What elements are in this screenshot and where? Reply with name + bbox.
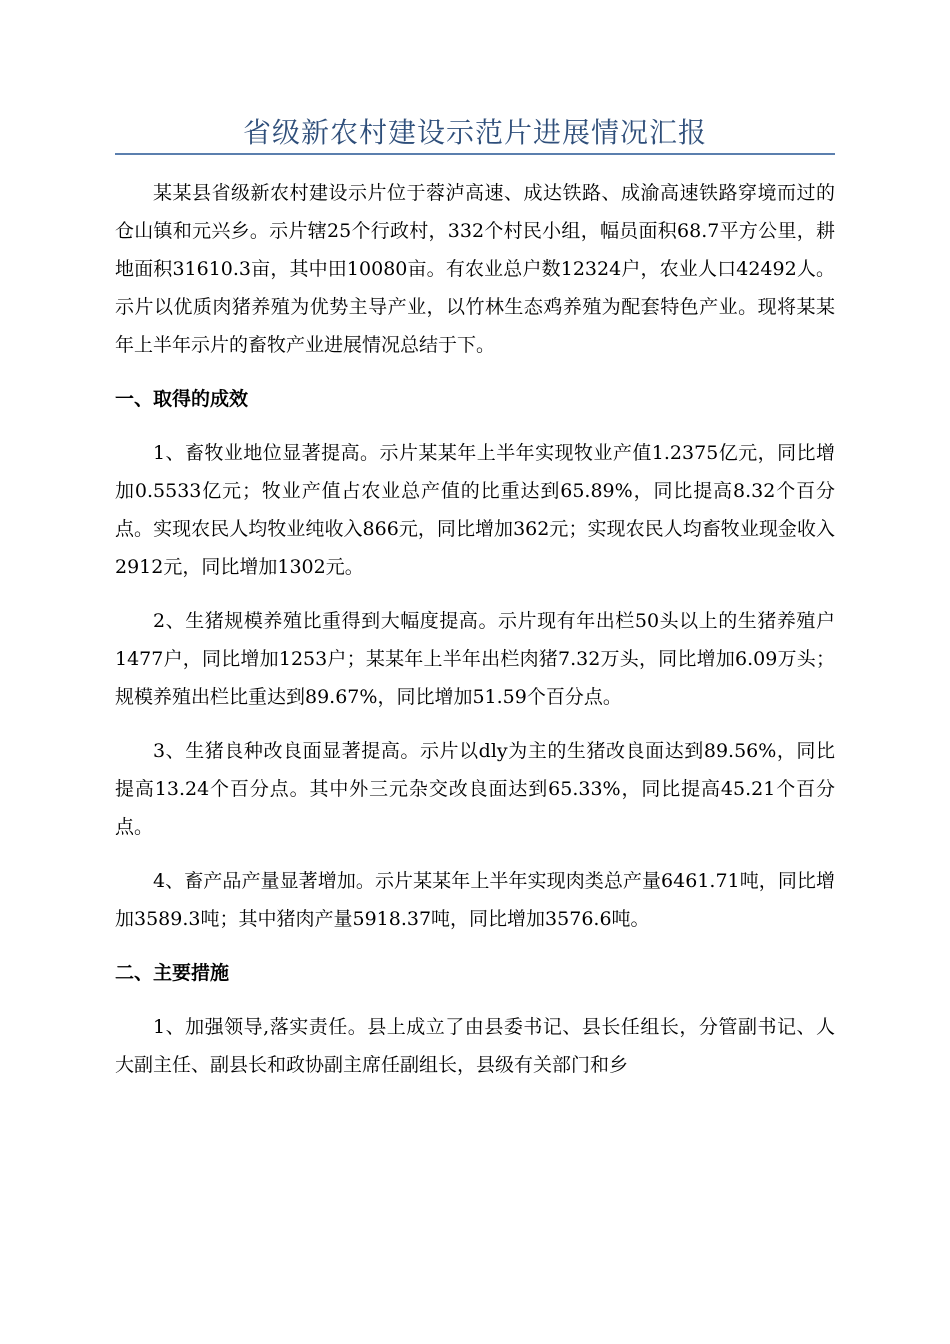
document-body <box>115 174 835 1084</box>
intro-paragraph: 某某县省级新农村建设示片位于蓉泸高速、成达铁路、成渝高速铁路穿境而过的仓山镇和元兴乡。示片辖25个行政村，332个村民小组，幅员面积68.7平方公里，耕地面积31610.3亩，其中田10080亩。有农业总户数12324户，农业人口42492人。示片以优质肉猪养殖为优势主导产业，以竹林生态鸡养殖为配套特色产业。现将某某年上半年示片的畜牧产业进展情况总结于下。 <box>115 182 835 356</box>
result-item-3: 3、生猪良种改良面显著提高。示片以dly为主的生猪改良面达到89.56%，同比提高13.24个百分点。其中外三元杂交改良面达到65.33%，同比提高45.21个百分点。 <box>115 740 835 838</box>
section-heading-measures: 二、主要措施 <box>115 962 230 984</box>
document-title: 省级新农村建设示范片进展情况汇报 <box>242 116 707 149</box>
result-item-1: 1、畜牧业地位显著提高。示片某某年上半年实现牧业产值1.2375亿元，同比增加0.5533亿元；牧业产值占农业总产值的比重达到65.89%，同比提高8.32个百分点。实现农民人均牧业纯收入866元，同比增加362元；实现农民人均畜牧业现金收入2912元，同比增加1302元。 <box>115 442 835 578</box>
title-underline <box>115 153 835 155</box>
result-item-4: 4、畜产品产量显著增加。示片某某年上半年实现肉类总产量6461.71吨，同比增加3589.3吨；其中猪肉产量5918.37吨，同比增加3576.6吨。 <box>115 870 835 930</box>
section-heading-results: 一、取得的成效 <box>115 388 249 410</box>
result-item-2: 2、生猪规模养殖比重得到大幅度提高。示片现有年出栏50头以上的生猪养殖户1477户，同比增加1253户；某某年上半年出栏肉猪7.32万头，同比增加6.09万头；规模养殖出栏比重达到89.67%，同比增加51.59个百分点。 <box>115 610 835 708</box>
measure-item-1: 1、加强领导,落实责任。县上成立了由县委书记、县长任组长，分管副书记、人大副主任、副县长和政协副主席任副组长，县级有关部门和乡 <box>115 1016 835 1076</box>
